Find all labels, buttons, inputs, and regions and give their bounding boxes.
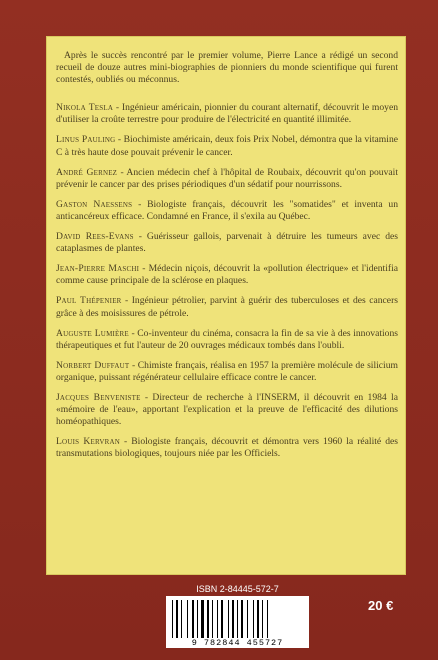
intro-paragraph: Après le succès rencontré par le premier volume, Pierre Lance a rédigé un second recueil de douze autres mini-biographies de pionniers du monde scientifique qui furent contestés, oubliés ou méconnus.: [56, 50, 398, 86]
text-panel: [46, 36, 406, 575]
biography-name: Norbert Duffaut: [56, 359, 130, 371]
biography-description: - Directeur de recherche à l'INSERM, il découvrit en 1984 la «mémoire de l'eau», apportant l'explication et la preuve de l'efficacité des dilutions homéopathiques.: [56, 391, 398, 428]
biography-description: - Médecin niçois, découvrit la «pollution électrique» et l'identifia comme cause principale de la sclérose en plaques.: [56, 263, 399, 287]
biography-name: Jacques Benveniste: [56, 391, 141, 403]
biography-description: - Biologiste français, découvrit et démontra vers 1960 la réalité des transmutations biologiques, toujours niée par les Officiels.: [56, 436, 398, 460]
barcode-block: [160, 584, 315, 654]
biography-entry: [56, 263, 398, 287]
barcode-digits: 9 782844 455727: [191, 638, 284, 648]
biography-entry: [56, 199, 398, 223]
biography-description: - Ancien médecin chef à l'hôpital de Roubaix, découvrit qu'on pouvait prévenir le cancer par des prises périodiques d'un sédatif pour nourrissons.: [56, 166, 398, 190]
biography-name: Gaston Naessens: [56, 198, 133, 210]
biography-name: André Gernez: [56, 166, 118, 178]
biography-description: - Ingénieur américain, pionnier du courant alternatif, découvrit le moyen d'utiliser la croûte terrestre pour produire de l'électricité en quantité illimitée.: [56, 102, 399, 126]
biography-description: - Ingénieur pétrolier, parvint à guérir des tuberculoses et des cancers grâce à des moisissures de pétrole.: [56, 295, 398, 319]
biography-description: - Guérisseur gallois, parvenait à détruire les tumeurs avec des cataplasmes de plantes.: [56, 231, 398, 255]
isbn-label: ISBN 2-84445-572-7: [196, 584, 279, 594]
barcode-icon: [172, 600, 303, 638]
biography-entry: [56, 134, 398, 158]
biography-name: David Rees-Evans: [56, 231, 134, 243]
biography-entry: [56, 360, 398, 384]
biography-entry: [56, 436, 398, 460]
blurb: [56, 50, 398, 468]
biography-description: - Biologiste français, découvrit les "somatides" et inventa un anticancéreux efficace. Condamné en France, il s'exila au Québec.: [56, 198, 399, 222]
biography-name: Louis Kervran: [56, 436, 120, 448]
biography-description: - Chimiste français, réalisa en 1957 la première molécule de silicium organique, puissant régénérateur cellulaire efficace contre le cancer.: [56, 359, 398, 383]
biography-name: Linus Pauling: [56, 134, 116, 146]
biography-name: Auguste Lumière: [56, 327, 129, 339]
biography-description: - Co-inventeur du cinéma, consacra la fin de sa vie à des innovations thérapeutiques et fut l'auteur de 20 ouvrages médicaux tombés dans l'oubli.: [56, 327, 398, 351]
biography-entry: [56, 392, 398, 428]
biography-name: Jean-Pierre Maschi: [56, 263, 140, 275]
biography-entry: [56, 328, 398, 352]
biography-entry: [56, 231, 398, 255]
biography-description: - Biochimiste américain, deux fois Prix Nobel, démontra que la vitamine C à très haute dose pouvait prévenir le cancer.: [56, 134, 398, 158]
biography-list: [56, 102, 398, 460]
biography-entry: [56, 167, 398, 191]
biography-entry: [56, 295, 398, 319]
biography-name: Nikola Tesla: [56, 102, 114, 114]
price: 20 €: [368, 598, 394, 613]
biography-name: Paul Thépenier: [56, 295, 122, 307]
biography-entry: [56, 102, 398, 126]
